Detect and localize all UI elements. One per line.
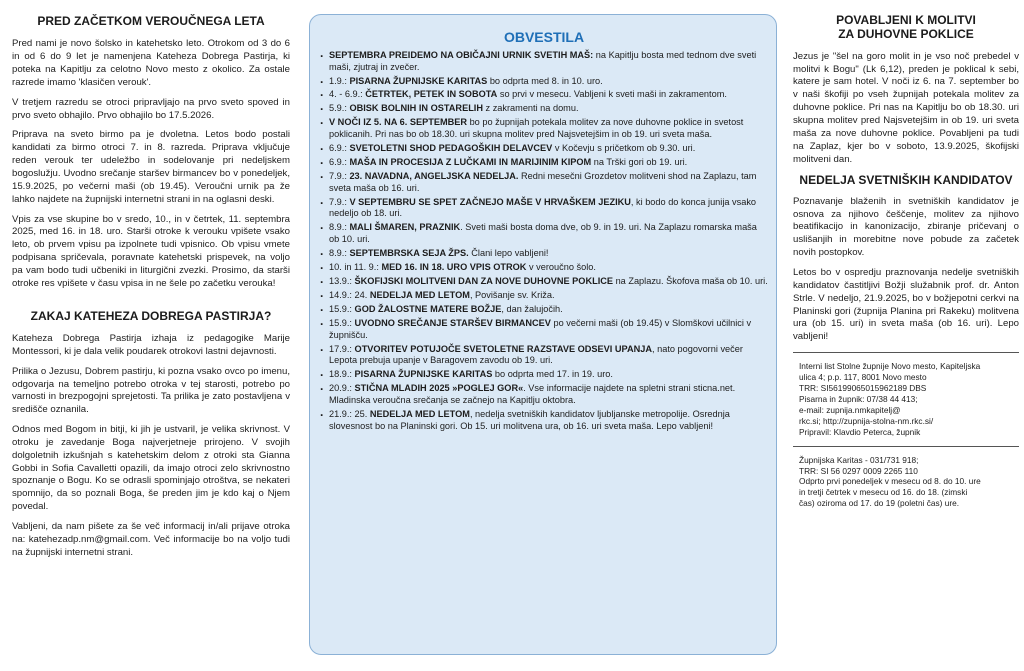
announcement-text: Redni mesečni Grozdetov molitveni shod na Zaplazu, tam sveta maša ob 16. uri. — [329, 171, 757, 193]
announcement-heading: UVODNO SREČANJE STARŠEV BIRMANCEV — [354, 317, 551, 328]
announcement-item — [320, 222, 768, 246]
paragraph: Priprava na sveto birmo pa je dvoletna. Letos bodo postali kandidati za birmo otroci 7. in 8. razreda. Priprava vključuje reden verouk ter udeležbo in sodelovanje pri nedeljskem bogoslužju. Uvodno srečanje staršev birmancev bo v ponedeljek, 15.9.2025, po večerni maši (ob 19.45). Veroučni urnik pa že lahko najdete na župnijski internetni strani in na oglasni deski. — [12, 129, 290, 205]
karitas-line: Odprto prvi ponedeljek v mesecu od 8. do 10. ure — [799, 476, 981, 487]
announcement-heading: STIČNA MLADIH 2025 »POGLEJ GOR« — [354, 383, 524, 394]
announcement-text: z zakramenti na domu. — [483, 103, 579, 114]
section-title-before-catechism: PRED ZAČETKOM VEROUČNEGA LETA — [37, 14, 265, 28]
paragraph: Jezus je "šel na goro molit in je vso noč prebedel v molitvi k Bogu" (Lk 6,12), preden je poklical k sebi, katere je sam hotel. V noči iz 6. na 7. september bo v naši škofiji po vseh župnijah potekala molitev za duhovne poklice. Pri nas na Kapitlju bo ob 18.30. uri skupna molitev pred Najsvetejšim in ob 19. uri sveta maša za nove duhovne poklice. Povabljeni pa tudi na Zaplaz, kjer bo v soboto, 13.9.2025, škofijski molitveni dan. — [793, 50, 1019, 165]
paragraph: Pred nami je novo šolsko in katehetsko leto. Otrokom od 3 do 6 in od 6 do 9 let je namenjena Kateheza Dobrega Pastirja, ki poteka na Kapitlju za celotno Novo mesto z okolico. Za ostale razrede imamo 'klasičen verouk'. — [12, 38, 290, 88]
announcement-text: na Kapitlju bosta med tednom dve sveti maši, zjutraj in zvečer. — [329, 49, 757, 72]
announcement-heading: OBISK BOLNIH IN OSTARELIH — [349, 103, 483, 114]
announcement-heading: NEDELJA MED LETOM — [369, 409, 470, 420]
karitas-line: čas) oziroma od 17. do 19 (poletni čas) ure. — [799, 498, 960, 509]
divider — [793, 352, 1019, 353]
announcement-text: 5.9.: — [329, 103, 350, 114]
announcement-text: 13.9.: — [329, 276, 355, 287]
announcements-list — [320, 50, 768, 433]
announcement-item — [320, 117, 768, 141]
paragraph: V tretjem razredu se otroci pripravljajo na prvo sveto spoved in prvo sveto obhajilo. Prvo obhajilo bo 17.5.2026. — [12, 96, 290, 121]
imprint-line: Interni list Stolne župnije Novo mesto, Kapiteljska — [799, 361, 981, 372]
announcement-text: v veroučno šolo. — [526, 262, 596, 273]
announcement-item — [320, 262, 768, 274]
karitas-line: TRR: SI 56 0297 0009 2265 110 — [799, 465, 918, 476]
announcement-text: Člani lepo vabljeni! — [468, 248, 549, 259]
announcement-heading: GOD ŽALOSTNE MATERE BOŽJE — [354, 303, 502, 314]
announcement-text: bo odprta med 17. in 19. uro. — [492, 369, 613, 380]
announcement-heading: PISARNA ŽUPNIJSKE KARITAS — [354, 369, 493, 380]
announcement-text: po večerni maši (ob 19.45) v Slomškovi učilnici v župnišču. — [329, 317, 752, 340]
announcement-item — [320, 103, 768, 115]
announcement-text: 6.9.: — [329, 157, 350, 168]
announcement-heading: ČETRTEK, PETEK IN SOBOTA — [365, 89, 498, 100]
paragraph: Poznavanje blaženih in svetniških kandidatov je osnova za njihovo češčenje, molitev za njihovo beatifikacijo in kanonizacijo, zbiranje pričevanj o uslišanjih in morebitne nove pobude za začetek novih postopkov. — [793, 195, 1019, 259]
announcement-text: bo odprta med 8. in 10. uro. — [487, 75, 603, 86]
announcement-heading: MAŠA IN PROCESIJA Z LUČKAMI IN MARIJINIM KIPOM — [349, 157, 592, 168]
announcement-text: 8.9.: — [329, 222, 350, 233]
announcement-item — [320, 304, 768, 316]
announcement-text: na Trški gori ob 19. uri. — [591, 157, 688, 168]
announcement-heading: V SEPTEMBRU SE SPET ZAČNEJO MAŠE V HRVAŠKEM JEZIKU — [349, 196, 631, 207]
announcement-heading: SEPTEMBRSKA SEJA ŽPS. — [349, 248, 469, 259]
imprint-line: ulica 4; p.p. 117, 8001 Novo mesto — [799, 371, 927, 382]
announcement-text: 15.9.: — [329, 303, 355, 314]
announcement-heading: OTVORITEV POTUJOČE SVETOLETNE RAZSTAVE ODSEVI UPANJA — [354, 343, 652, 354]
announcement-item — [320, 171, 768, 195]
announcement-text: 15.9.: — [329, 317, 355, 328]
left-column — [12, 0, 290, 566]
announcement-item — [320, 344, 768, 368]
announcement-item — [320, 157, 768, 169]
announcement-heading: SVETOLETNI SHOD PEDAGOŠKIH DELAVCEV — [349, 143, 553, 154]
announcement-text: 17.9.: — [329, 343, 355, 354]
imprint-line: Pisarna in župnik: 07/38 44 413; — [799, 393, 918, 404]
karitas-info — [799, 455, 1019, 510]
section-title-good-shepherd: ZAKAJ KATEHEZA DOBREGA PASTIRJA? — [30, 308, 272, 323]
announcement-heading: V NOČI IZ 5. NA 6. SEPTEMBER — [329, 117, 468, 128]
announcement-item — [320, 50, 768, 74]
imprint-line: TRR: SI56199065015962189 DBS — [799, 382, 927, 393]
announcement-text: , nedelja svetniških kandidatov ljubljanske metropolije. Osrednja slovesnost bo na Planinski gori. Ob 15. uri molitvena ura, ob 16. uri sveta maša. Lepo vabljeni! — [329, 409, 730, 431]
paragraph: Vpis za vse skupine bo v sredo, 10., in v četrtek, 11. septembra 2025, med 16. in 18. uro. Starši otroke k verouku vpišete vsako leto, ob prvem vpisu pa izpolnete tudi vpisnico. Ob vpisu vmete podpisana spričevala, poravnate katehetski prispevek, na voljo pa vam bodo tudi učbeniki in liturgični zvezki. Prosimo, da starši otroke res vpišete v času vpisa in ne šele po začetku verouka! — [12, 213, 290, 289]
announcement-heading: NEDELJA MED LETOM — [369, 290, 470, 301]
announcement-text: 7.9.: — [329, 171, 350, 181]
announcement-item — [320, 76, 768, 88]
imprint-line: Pripravil: Klavdio Peterca, župnik — [799, 426, 921, 437]
announcement-text: 10. in 11. 9.: — [329, 262, 382, 273]
announcement-text: , nato pogovorni večer Lepota prebuja upanje v Baragovem zavodu ob 19. uri. — [329, 343, 743, 366]
announcement-item — [320, 383, 768, 407]
imprint-line: e-mail: zupnija.nmkapitelj@ — [799, 404, 901, 415]
announcement-text: 1.9.: — [329, 75, 350, 86]
announcements-box — [309, 14, 777, 655]
announcement-item — [320, 89, 768, 101]
announcement-text: 14.9.: 24. — [329, 290, 370, 301]
divider — [793, 446, 1019, 447]
section-title-prayer-vocations — [793, 13, 1019, 42]
announcement-heading: MALI ŠMAREN, PRAZNIK — [349, 222, 461, 233]
announcement-item — [320, 290, 768, 302]
paragraph: Vabljeni, da nam pišete za še več informacij in/ali prijave otroka na: katehezadp.nm@gmail.com. Več informacije bo na voljo tudi na župnijski internetni strani. — [12, 520, 290, 558]
paragraph: Kateheza Dobrega Pastirja izhaja iz pedagogike Marije Montessori, ki je dala velik poudarek otrokovi lastni dejavnosti. — [12, 332, 290, 357]
announcement-item — [320, 276, 768, 288]
announcement-text: . Sveti maši bosta doma dve, ob 9. in 19. uri. Na Zaplazu romarska maša ob 10. uri. — [329, 222, 757, 245]
announcement-text: 21.9.: 25. — [329, 409, 370, 420]
announcement-text: 4. - 6.9.: — [329, 89, 366, 100]
announcement-text: so prvi v mesecu. Vabljeni k sveti maši in zakramentom. — [497, 89, 727, 100]
announcements-title: OBVESTILA — [503, 29, 585, 45]
announcement-heading: 23. NAVADNA, ANGELJSKA NEDELJA. — [349, 171, 519, 181]
announcement-item — [320, 248, 768, 260]
karitas-line: in tretji četrtek v mesecu od 16. do 18. (zimski — [799, 487, 968, 498]
announcement-text: , ki bodo do konca junija vsako nedeljo ob 18. uri. — [329, 196, 757, 219]
announcement-item — [320, 318, 768, 342]
announcement-item — [320, 143, 768, 155]
announcement-heading: ŠKOFIJSKI MOLITVENI DAN ZA NOVE DUHOVNE POKLICE — [354, 276, 614, 287]
right-column — [793, 0, 1019, 515]
announcement-text: , Povišanje sv. Križa. — [469, 290, 555, 301]
announcement-text: 20.9.: — [329, 383, 355, 394]
announcement-heading: SEPTEMBRA PREIDEMO NA OBIČAJNI URNIK SVETIH MAŠ: — [329, 49, 594, 60]
announcement-text: v Kočevju s pričetkom ob 9.30. uri. — [552, 143, 696, 154]
imprint — [799, 361, 1019, 438]
announcement-text: bo po župnijah potekala molitev za nove duhovne poklice in svetost poklicanih. Pri nas bo ob 18.30. uri skupna molitev pred Najsvetejšim in ob 19. uri sveta maša. — [329, 117, 744, 140]
announcement-item — [320, 197, 768, 221]
title-line: POVABLJENI K MOLITVI — [836, 13, 976, 27]
announcement-text: 18.9.: — [329, 369, 355, 380]
announcement-text: 8.9.: — [329, 248, 350, 259]
paragraph: Odnos med Bogom in bitji, ki jih je ustvaril, je velika skrivnost. V otroku je zavedanje Boga najverjetneje prirojeno. V svojih dolgoletnih izkušnjah s katehetskim delom z otroki sta Gianna Gobbi in Sofia Cavalletti opazili, da imajo otroci zelo skrivnostno spoznanje o Bogu. Ko se odrasli spominjajo otroštva, se nekateri spomnijo, da so poznali Boga, še preden jim je kdo kaj o Njem povedal. — [12, 424, 290, 513]
announcement-text: 6.9.: — [329, 143, 350, 154]
announcement-heading: MED 16. IN 18. URO VPIS OTROK — [381, 262, 527, 273]
paragraph: Prilika o Jezusu, Dobrem pastirju, ki pozna vsako ovco po imenu, odgovarja na temeljno potrebo otroka v tej starosti, potrebo po varnosti in brezpogojni sprejetosti. Ta prilika je zato postavljena v središče oznanila. — [12, 365, 290, 416]
announcement-heading: PISARNA ŽUPNIJSKE KARITAS — [349, 75, 488, 86]
announcement-text: 7.9.: — [329, 196, 350, 207]
announcement-text: na Zaplazu. Škofova maša ob 10. uri. — [613, 276, 768, 287]
announcement-item — [320, 409, 768, 433]
announcement-text: , dan žalujočih. — [501, 303, 563, 314]
karitas-line: Župnijska Karitas - 031/731 918; — [799, 454, 919, 465]
imprint-line: rkc.si; http://zupnija-stolna-nm.rkc.si/ — [799, 415, 934, 426]
section-title-saints-sunday: NEDELJA SVETNIŠKIH KANDIDATOV — [799, 173, 1013, 188]
announcement-item — [320, 369, 768, 381]
title-line: ZA DUHOVNE POKLICE — [838, 27, 974, 42]
announcement-text: . Vse informacije najdete na spletni strani sticna.net. Mladinska veroučna srečanja se začnejo na Kapitlju oktobra. — [329, 383, 736, 406]
paragraph: Letos bo v ospredju praznovanja nedelje svetniških kandidatov častitljivi Božji služabnik prof. dr. Anton Strle. V nedeljo, 21.9.2025, bo v božjepotni cerkvi na Planinski gori (župnija Planina pri Rakeku) molitvena ura (ob 15. uri) in sveta maša (ob 16. uri). Lepo vabljeni! — [793, 266, 1019, 343]
